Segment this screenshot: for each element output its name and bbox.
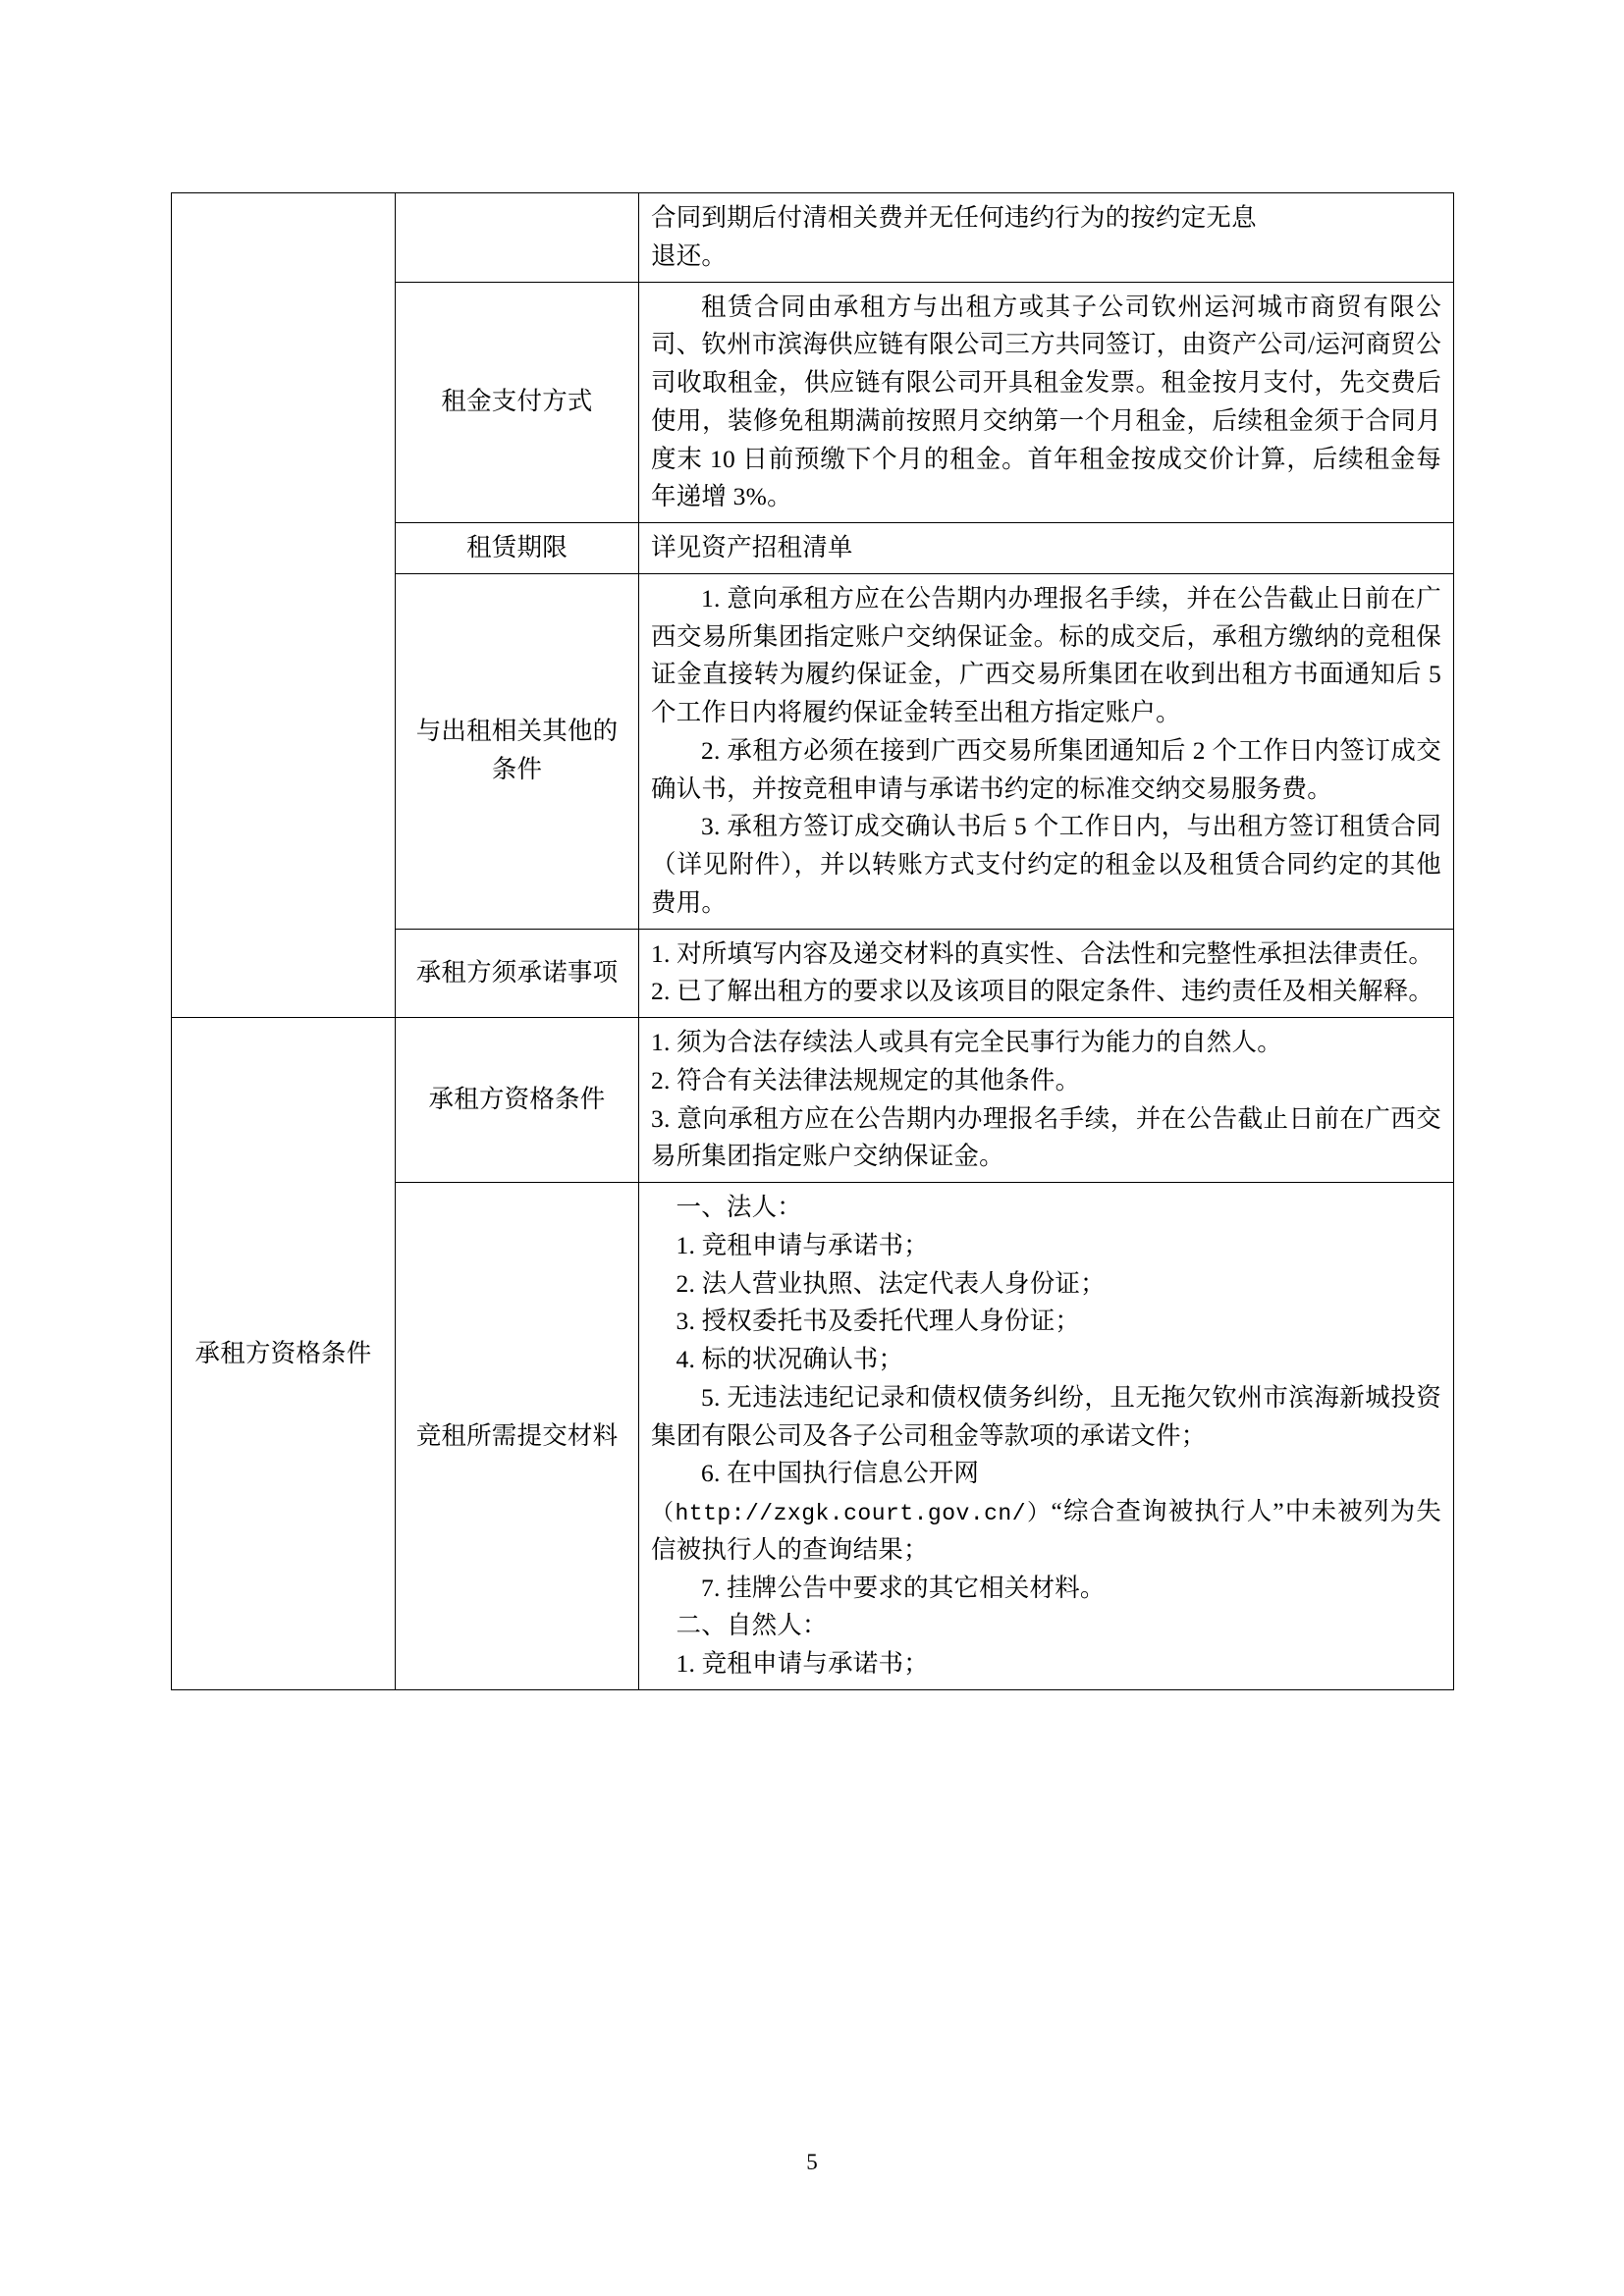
court-website-url: （http://zxgk.court.gov.cn/） (651, 1501, 1052, 1526)
row-label-lessee-commitments: 承租方须承诺事项 (396, 929, 639, 1018)
paragraph: 7. 挂牌公告中要求的其它相关材料。 (701, 1573, 1106, 1602)
paragraph: 退还。 (651, 240, 728, 270)
paragraph: 2. 法人营业执照、法定代表人身份证； (676, 1268, 1106, 1298)
row-label-qualification: 承租方资格条件 (396, 1018, 639, 1183)
paragraph: 合同到期后付清相关费并无任何违约行为的按约定无息 (651, 203, 1257, 232)
paragraph: 6. 在中国执行信息公开网 (701, 1459, 980, 1488)
row-content-other-conditions (639, 573, 1454, 929)
row-label-rent-payment: 租金支付方式 (396, 282, 639, 523)
paragraph: 2. 已了解出租方的要求以及该项目的限定条件、违约责任及相关解释。 (651, 977, 1435, 1006)
table-row (172, 193, 1454, 283)
paragraph: 一、法人： (676, 1193, 803, 1221)
group-label-qualification: 承租方资格条件 (172, 1018, 396, 1690)
paragraph: 租赁合同由承租方与出租方或其子公司钦州运河城市商贸有限公司、钦州市滨海供应链有限公司三方共同签订，由资产公司/运河商贸公司收取租金，供应链有限公司开具租金发票。租金按月支付，先交费后使用，装修免租期满前按照月交纳第一个月租金，后续租金须于合同月度末 10 日前预缴下个月的租金。首年租金按成交价计算，后续租金每年递增 3%。 (651, 292, 1441, 511)
row-label-empty (396, 193, 639, 283)
paragraph: 1. 竞租申请与承诺书； (676, 1230, 929, 1259)
row-content-rent-payment (639, 282, 1454, 523)
row-label-lease-term: 租赁期限 (396, 523, 639, 574)
row-content-continuation (639, 193, 1454, 283)
row-content-lease-term (639, 523, 1454, 574)
row-content-qualification (639, 1018, 1454, 1183)
row-label-other-conditions: 与出租相关其他的条件 (396, 573, 639, 929)
row-content-lessee-commitments (639, 929, 1454, 1018)
group-label-cell-empty (172, 193, 396, 1018)
paragraph: 3. 承租方签订成交确认书后 5 个工作日内，与出租方签订租赁合同（详见附件），并以转账方式支付约定的租金以及租赁合同约定的其他费用。 (651, 812, 1441, 917)
paragraph: 3. 意向承租方应在公告期内办理报名手续，并在公告截止日前在广西交易所集团指定账户交纳保证金。 (651, 1103, 1441, 1171)
paragraph: 1. 竞租申请与承诺书； (676, 1649, 929, 1679)
paragraph: 1. 对所填写内容及递交材料的真实性、合法性和完整性承担法律责任。 (651, 938, 1435, 968)
paragraph: 4. 标的状况确认书； (676, 1345, 904, 1373)
paragraph-url-line (651, 1493, 1441, 1570)
table-row (172, 1018, 1454, 1183)
page-number: 5 (806, 2150, 818, 2174)
row-content-required-materials (639, 1183, 1454, 1690)
paragraph: 1. 须为合法存续法人或具有完全民事行为能力的自然人。 (651, 1028, 1282, 1056)
court-website-note: “综合查询被执行人”中未被列为失信被执行人的查询结果； (651, 1497, 1441, 1564)
row-label-required-materials: 竞租所需提交材料 (396, 1183, 639, 1690)
paragraph: 二、自然人： (676, 1611, 828, 1640)
terms-table (171, 192, 1454, 1690)
paragraph: 3. 授权委托书及委托代理人身份证； (676, 1307, 1081, 1336)
paragraph: 5. 无违法违纪记录和债权债务纠纷，且无拖欠钦州市滨海新城投资集团有限公司及各子公司租金等款项的承诺文件； (651, 1382, 1441, 1450)
paragraph: 1. 意向承租方应在公告期内办理报名手续，并在公告截止日前在广西交易所集团指定账户交纳保证金。标的成交后，承租方缴纳的竞租保证金直接转为履约保证金，广西交易所集团在收到出租方书面通知后 5 个工作日内将履约保证金转至出租方指定账户。 (651, 583, 1441, 726)
paragraph: 2. 承租方必须在接到广西交易所集团通知后 2 个工作日内签订成交确认书，并按竞租申请与承诺书约定的标准交纳交易服务费。 (651, 735, 1441, 803)
paragraph: 2. 符合有关法律法规规定的其他条件。 (651, 1065, 1081, 1095)
paragraph: 详见资产招租清单 (651, 533, 853, 561)
